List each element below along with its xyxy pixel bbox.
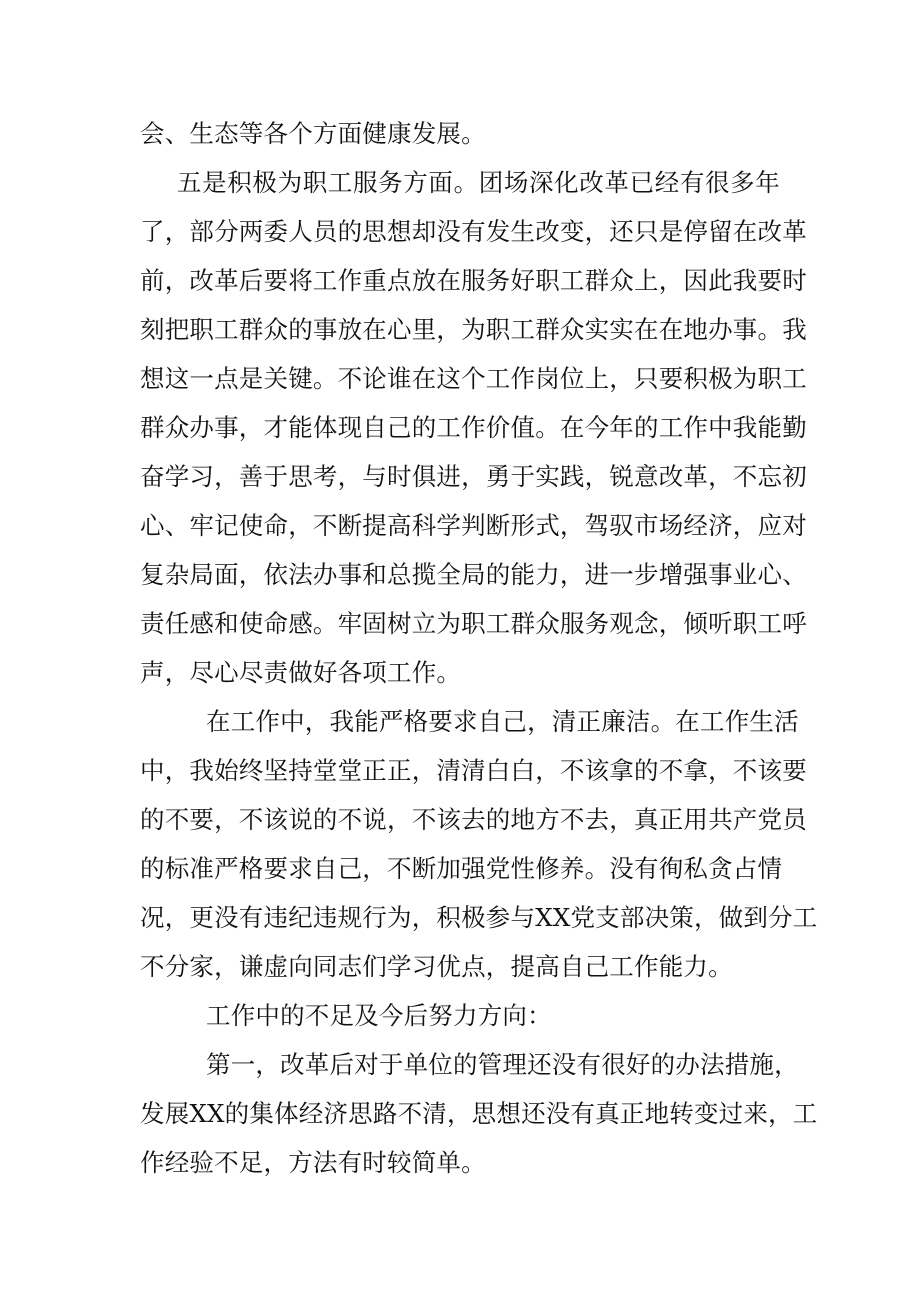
text-line-12: 声，尽心尽责做好各项工作。 (140, 658, 462, 687)
text-line-8: 奋学习，善于思考，与时俱进，勇于实践，锐意改革，不忘初 (140, 462, 807, 491)
text-line-10: 复杂局面，依法办事和总揽全局的能力，进一步增强事业心、 (140, 560, 807, 589)
text-line-9: 心、牢记使命，不断提高科学判断形式，驾驭市场经济，应对 (140, 511, 807, 540)
text-line-15: 的不要，不该说的不说，不该去的地方不去，真正用共产党员 (140, 805, 807, 834)
text-line-5: 刻把职工群众的事放在心里，为职工群众实实在在地办事。我 (140, 315, 807, 344)
text-line-4: 前，改革后要将工作重点放在服务好职工群众上，因此我要时 (140, 266, 807, 295)
text-line-18: 不分家，谦虚向同志们学习优点，提高自己工作能力。 (140, 952, 733, 981)
text-line-22: 作经验不足，方法有时较简单。 (140, 1148, 486, 1177)
text-line-7: 群众办事，才能体现自己的工作价值。在今年的工作中我能勤 (140, 413, 807, 442)
section-heading: 工作中的不足及今后努力方向： (206, 1001, 552, 1030)
text-line-11: 责任感和使命感。牢固树立为职工群众服务观念，倾听职工呼 (140, 609, 807, 638)
text-line-2: 五是积极为职工服务方面。团场深化改革已经有很多年 (177, 168, 780, 197)
text-line-1: 会、生态等各个方面健康发展。 (140, 119, 486, 148)
text-line-14: 中，我始终坚持堂堂正正，清清白白，不该拿的不拿，不该要 (140, 756, 807, 785)
text-line-3: 了，部分两委人员的思想却没有发生改变，还只是停留在改革 (140, 217, 807, 246)
text-line-20: 第一，改革后对于单位的管理还没有很好的办法措施， (206, 1050, 799, 1079)
text-line-17: 况，更没有违纪违规行为，积极参与XX党支部决策，做到分工 (140, 903, 818, 932)
text-line-6: 想这一点是关键。不论谁在这个工作岗位上，只要积极为职工 (140, 364, 807, 393)
text-line-16: 的标准严格要求自己，不断加强党性修养。没有徇私贪占情 (140, 854, 783, 883)
text-line-21: 发展XX的集体经济思路不清，思想还没有真正地转变过来，工 (140, 1099, 818, 1128)
text-line-13: 在工作中，我能严格要求自己，清正廉洁。在工作生活 (206, 707, 799, 736)
